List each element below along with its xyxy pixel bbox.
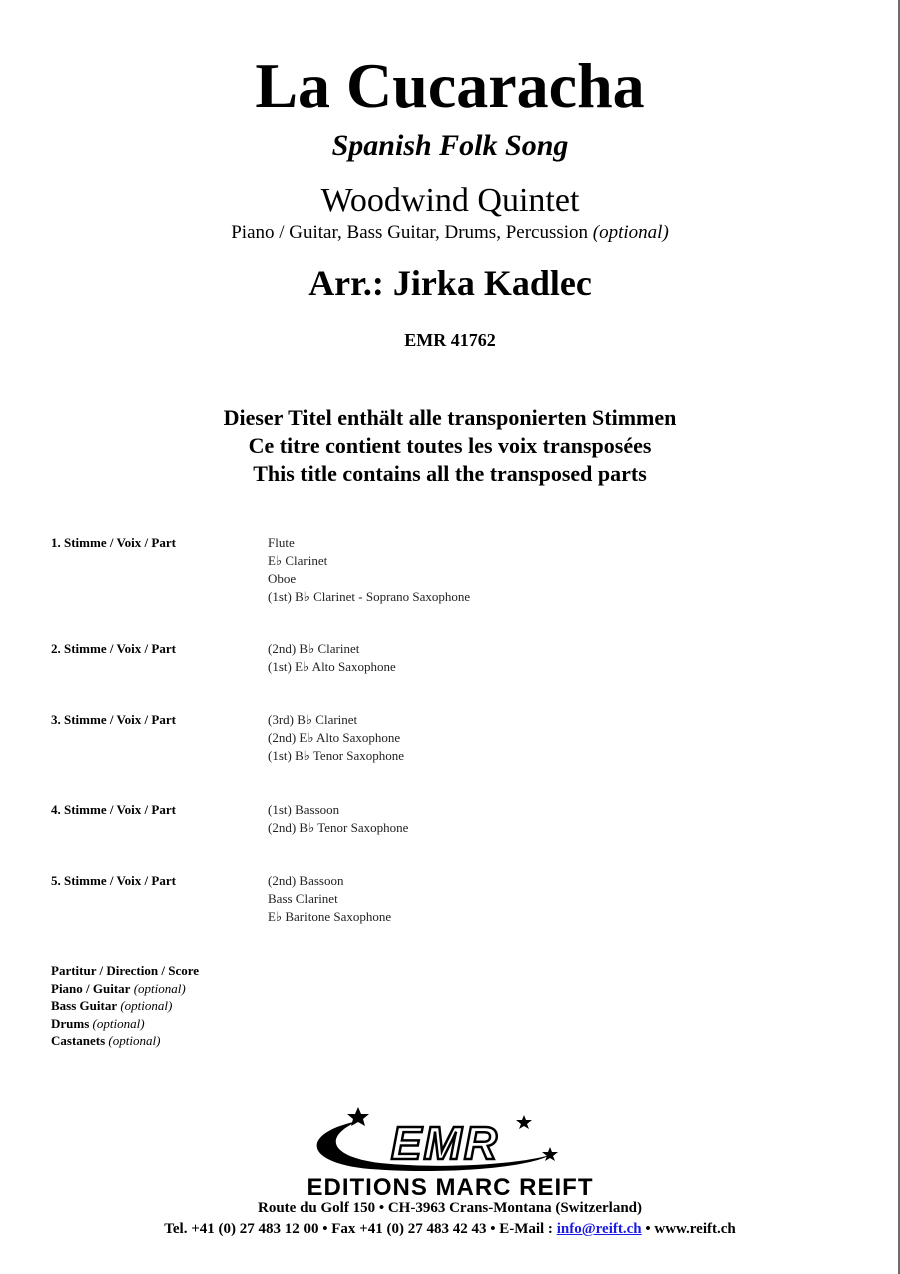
- part-instrument: Bass Clarinet: [268, 891, 338, 906]
- emr-logo: [300, 1105, 570, 1175]
- extra-part: [51, 962, 199, 980]
- catalog-number: EMR 41762: [404, 330, 496, 350]
- star-icon: [542, 1147, 558, 1161]
- part-instrument-list: [268, 801, 408, 837]
- logo-text: EMR: [390, 1117, 500, 1169]
- part-instrument: (2nd) E♭ Alto Saxophone: [268, 730, 401, 745]
- instrumentation-line: [0, 221, 900, 245]
- extra-part-label: Castanets: [51, 1033, 106, 1049]
- notice-line-de: Dieser Titel enthält alle transponierten Stimmen: [223, 405, 677, 430]
- ensemble: Woodwind Quintet: [320, 182, 580, 219]
- extra-part-label: Piano / Guitar: [51, 980, 131, 996]
- subtitle: Spanish Folk Song: [331, 129, 569, 162]
- instrumentation-text: Piano / Guitar, Bass Guitar, Drums, Percussion: [231, 222, 589, 243]
- transposition-notice: [0, 404, 900, 488]
- part-label: 4. Stimme / Voix / Part: [51, 802, 176, 817]
- part-instrument: E♭ Baritone Saxophone: [268, 909, 392, 924]
- contact-line: [0, 1219, 900, 1239]
- part-label: 1. Stimme / Voix / Part: [51, 535, 176, 550]
- publisher-name: EDITIONS MARC REIFT: [306, 1174, 594, 1201]
- part-label: 3. Stimme / Voix / Part: [51, 712, 176, 727]
- extra-part-label: Drums: [51, 1015, 90, 1031]
- publisher-address: Route du Golf 150 • CH-3963 Crans-Montana (Switzerland): [258, 1200, 642, 1216]
- part-instrument: E♭ Clarinet: [268, 553, 328, 568]
- optional-note: (optional): [92, 1015, 145, 1031]
- part-instrument: Oboe: [268, 571, 297, 586]
- extra-part: [51, 997, 199, 1015]
- extra-part-label: Bass Guitar: [51, 998, 118, 1014]
- part-label: 5. Stimme / Voix / Part: [51, 873, 176, 888]
- part-instrument-list: [268, 711, 404, 765]
- part-instrument: (1st) Bassoon: [268, 802, 340, 817]
- contact-phone-fax: Tel. +41 (0) 27 483 12 00 • Fax +41 (0) 27 483 42 43 • E-Mail :: [164, 1221, 557, 1237]
- arranger: Arr.: Jirka Kadlec: [308, 263, 592, 303]
- email-link[interactable]: info@reift.ch: [556, 1221, 642, 1237]
- extra-part: [51, 1015, 199, 1033]
- page-title: La Cucaracha: [255, 50, 645, 121]
- part-instrument-list: [268, 872, 391, 926]
- extra-part: [51, 980, 199, 998]
- optional-note: (optional): [133, 980, 186, 996]
- extra-part-label: Partitur / Direction / Score: [51, 963, 200, 978]
- part-instrument: (2nd) B♭ Tenor Saxophone: [268, 820, 409, 835]
- website-text: • www.reift.ch: [641, 1221, 736, 1237]
- part-instrument: (2nd) B♭ Clarinet: [268, 641, 360, 656]
- additional-parts-list: [51, 962, 199, 1050]
- part-instrument: (1st) B♭ Clarinet - Soprano Saxophone: [268, 589, 471, 604]
- part-instrument: (1st) E♭ Alto Saxophone: [268, 659, 396, 674]
- notice-line-fr: Ce titre contient toutes les voix transposées: [248, 433, 652, 458]
- part-instrument: (1st) B♭ Tenor Saxophone: [268, 748, 405, 763]
- star-icon: [516, 1115, 532, 1129]
- optional-note: (optional): [120, 998, 173, 1014]
- part-instrument-list: [268, 640, 396, 676]
- optional-note: (optional): [592, 222, 669, 243]
- part-instrument: (3rd) B♭ Clarinet: [268, 712, 358, 727]
- part-instrument: (2nd) Bassoon: [268, 873, 344, 888]
- part-instrument-list: [268, 534, 470, 606]
- notice-line-en: This title contains all the transposed parts: [253, 461, 647, 486]
- extra-part: [51, 1032, 199, 1050]
- optional-note: (optional): [108, 1033, 161, 1049]
- part-label: 2. Stimme / Voix / Part: [51, 641, 176, 656]
- part-instrument: Flute: [268, 535, 295, 550]
